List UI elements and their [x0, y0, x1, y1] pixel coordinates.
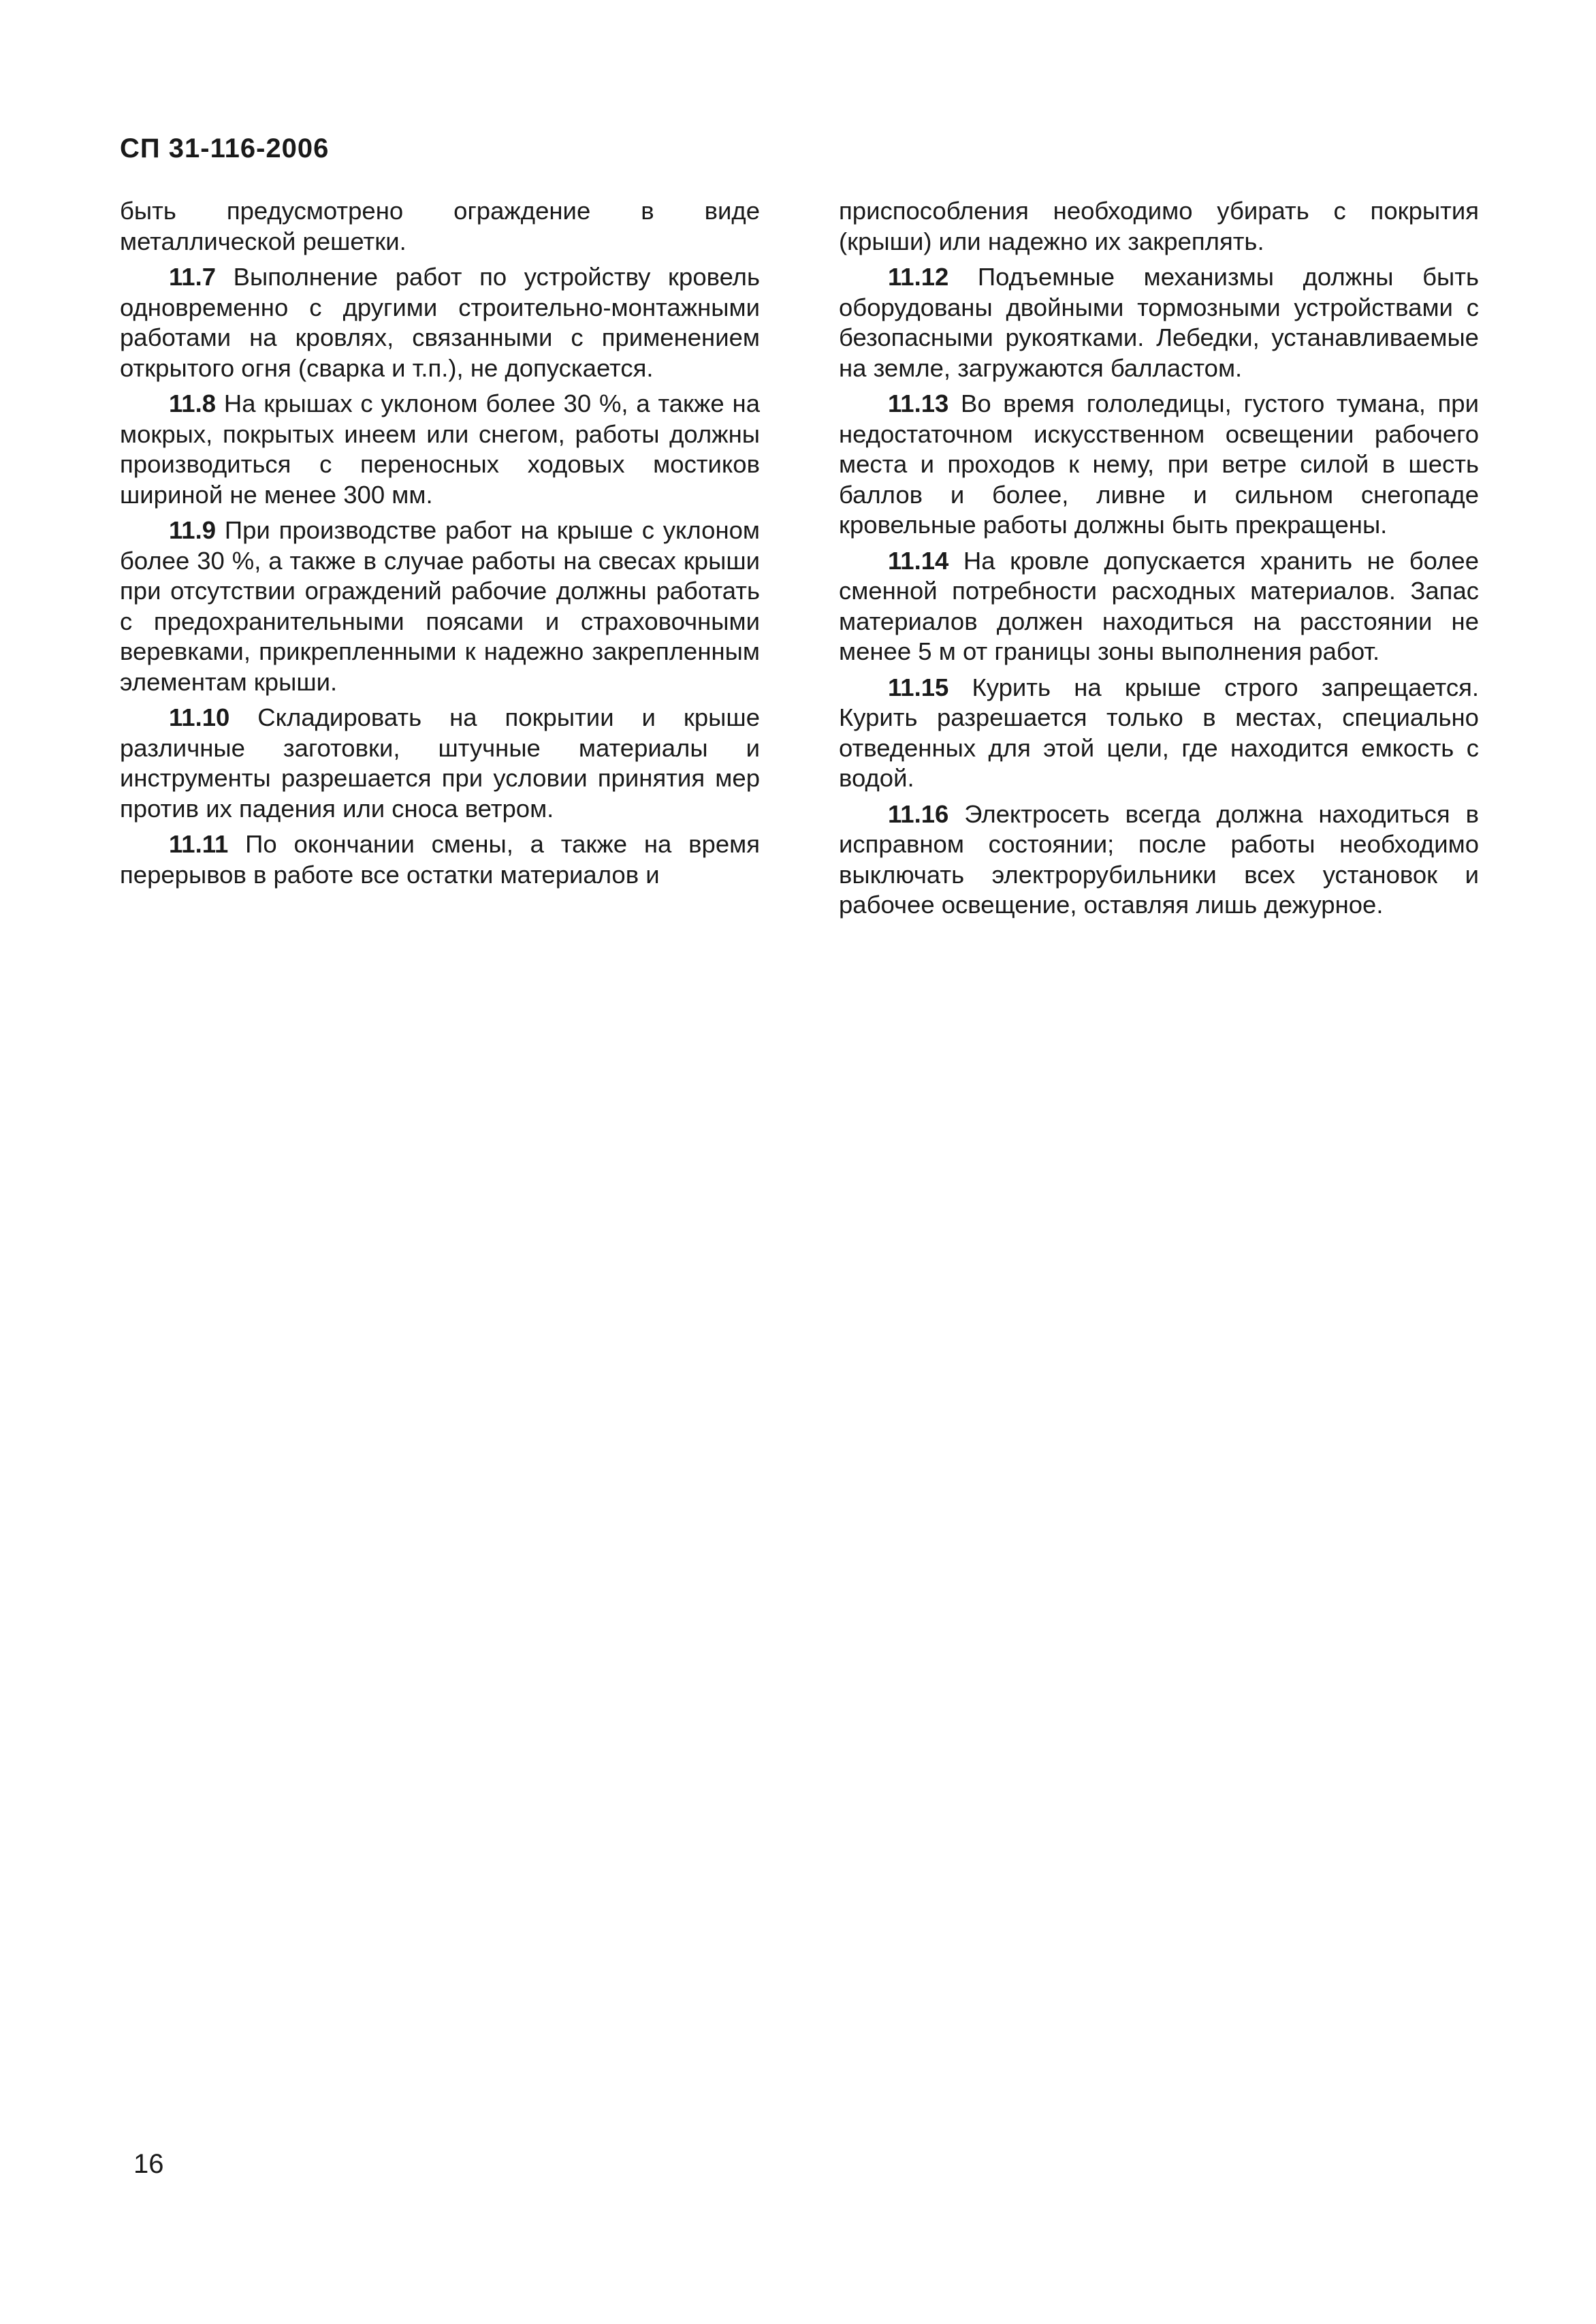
page-number: 16	[133, 2149, 164, 2179]
clause-number: 11.8	[169, 389, 217, 417]
clause-text: Во время гололедицы, густого тумана, при недостаточном искусственном освещении рабочего места и проходов к нему, при ветре силой в шесть баллов и более, ливне и сильном снегопаде кровельные работы должны быть прекращены.	[839, 389, 1479, 539]
clause-number: 11.16	[888, 799, 949, 828]
right-text-column	[839, 196, 1479, 926]
clause-number: 11.14	[888, 546, 949, 575]
clause-number: 11.12	[888, 263, 949, 291]
document-code-header: СП 31-116-2006	[120, 133, 330, 163]
clause-11-16	[839, 799, 1479, 921]
clause-11-8	[120, 389, 760, 510]
clause-number: 11.11	[169, 830, 229, 858]
clause-text: На крышах с уклоном более 30 %, а также на мокрых, покрытых инеем или снегом, работы должны производиться с переносных ходовых мостиков шириной не менее 300 мм.	[120, 389, 760, 509]
clause-11-15	[839, 673, 1479, 794]
clause-number: 11.7	[169, 263, 217, 291]
clause-11-13	[839, 389, 1479, 541]
clause-text: На кровле допускается хранить не более сменной потребности расходных материалов. Запас материалов должен находиться на расстоянии не менее 5 м от границы зоны выполнения работ.	[839, 546, 1479, 665]
clause-text: Подъемные механизмы должны быть оборудованы двойными тормозными устройствами с безопасными рукоятками. Лебедки, устанавливаемые на земле, загружаются балластом.	[839, 263, 1479, 382]
clause-text: Курить на крыше строго запрещается. Курить разрешается только в местах, специально отведенных для этой цели, где находится емкость с водой.	[839, 673, 1479, 792]
clause-number: 11.13	[888, 389, 949, 417]
clause-text: Электросеть всегда должна находиться в исправном состоянии; после работы необходимо выключать электрорубильники всех установок и рабочее освещение, оставляя лишь дежурное.	[839, 799, 1479, 919]
clause-number: 11.9	[169, 516, 217, 544]
continuation-paragraph: быть предусмотрено ограждение в виде металлической решетки.	[120, 197, 760, 255]
clause-text: Выполнение работ по устройству кровель одновременно с другими строительно-монтажными работами на кровлях, связанными с применением открытого огня (сварка и т.п.), не допускается.	[120, 263, 760, 382]
clause-text: По окончании смены, а также на время перерывов в работе все остатки материалов и	[120, 830, 760, 889]
clause-11-14	[839, 546, 1479, 667]
clause-text: При производстве работ на крыше с уклоном более 30 %, а также в случае работы на свесах крыши при отсутствии ограждений рабочие должны работать с предохранительными поясами и страховочными веревками, прикрепленными к надежно закрепленным элементам крыши.	[120, 516, 760, 696]
clause-11-11	[120, 829, 760, 890]
clause-11-9	[120, 515, 760, 697]
clause-11-7	[120, 262, 760, 383]
continuation-paragraph: приспособления необходимо убирать с покрытия (крыши) или надежно их закреплять.	[839, 197, 1479, 255]
clause-11-10	[120, 703, 760, 824]
left-text-column	[120, 196, 760, 895]
clause-11-12	[839, 262, 1479, 383]
clause-number: 11.10	[169, 703, 230, 731]
clause-text: Складировать на покрытии и крыше различные заготовки, штучные материалы и инструменты разрешается при условии принятия мер против их падения или сноса ветром.	[120, 703, 760, 823]
clause-number: 11.15	[888, 673, 949, 701]
